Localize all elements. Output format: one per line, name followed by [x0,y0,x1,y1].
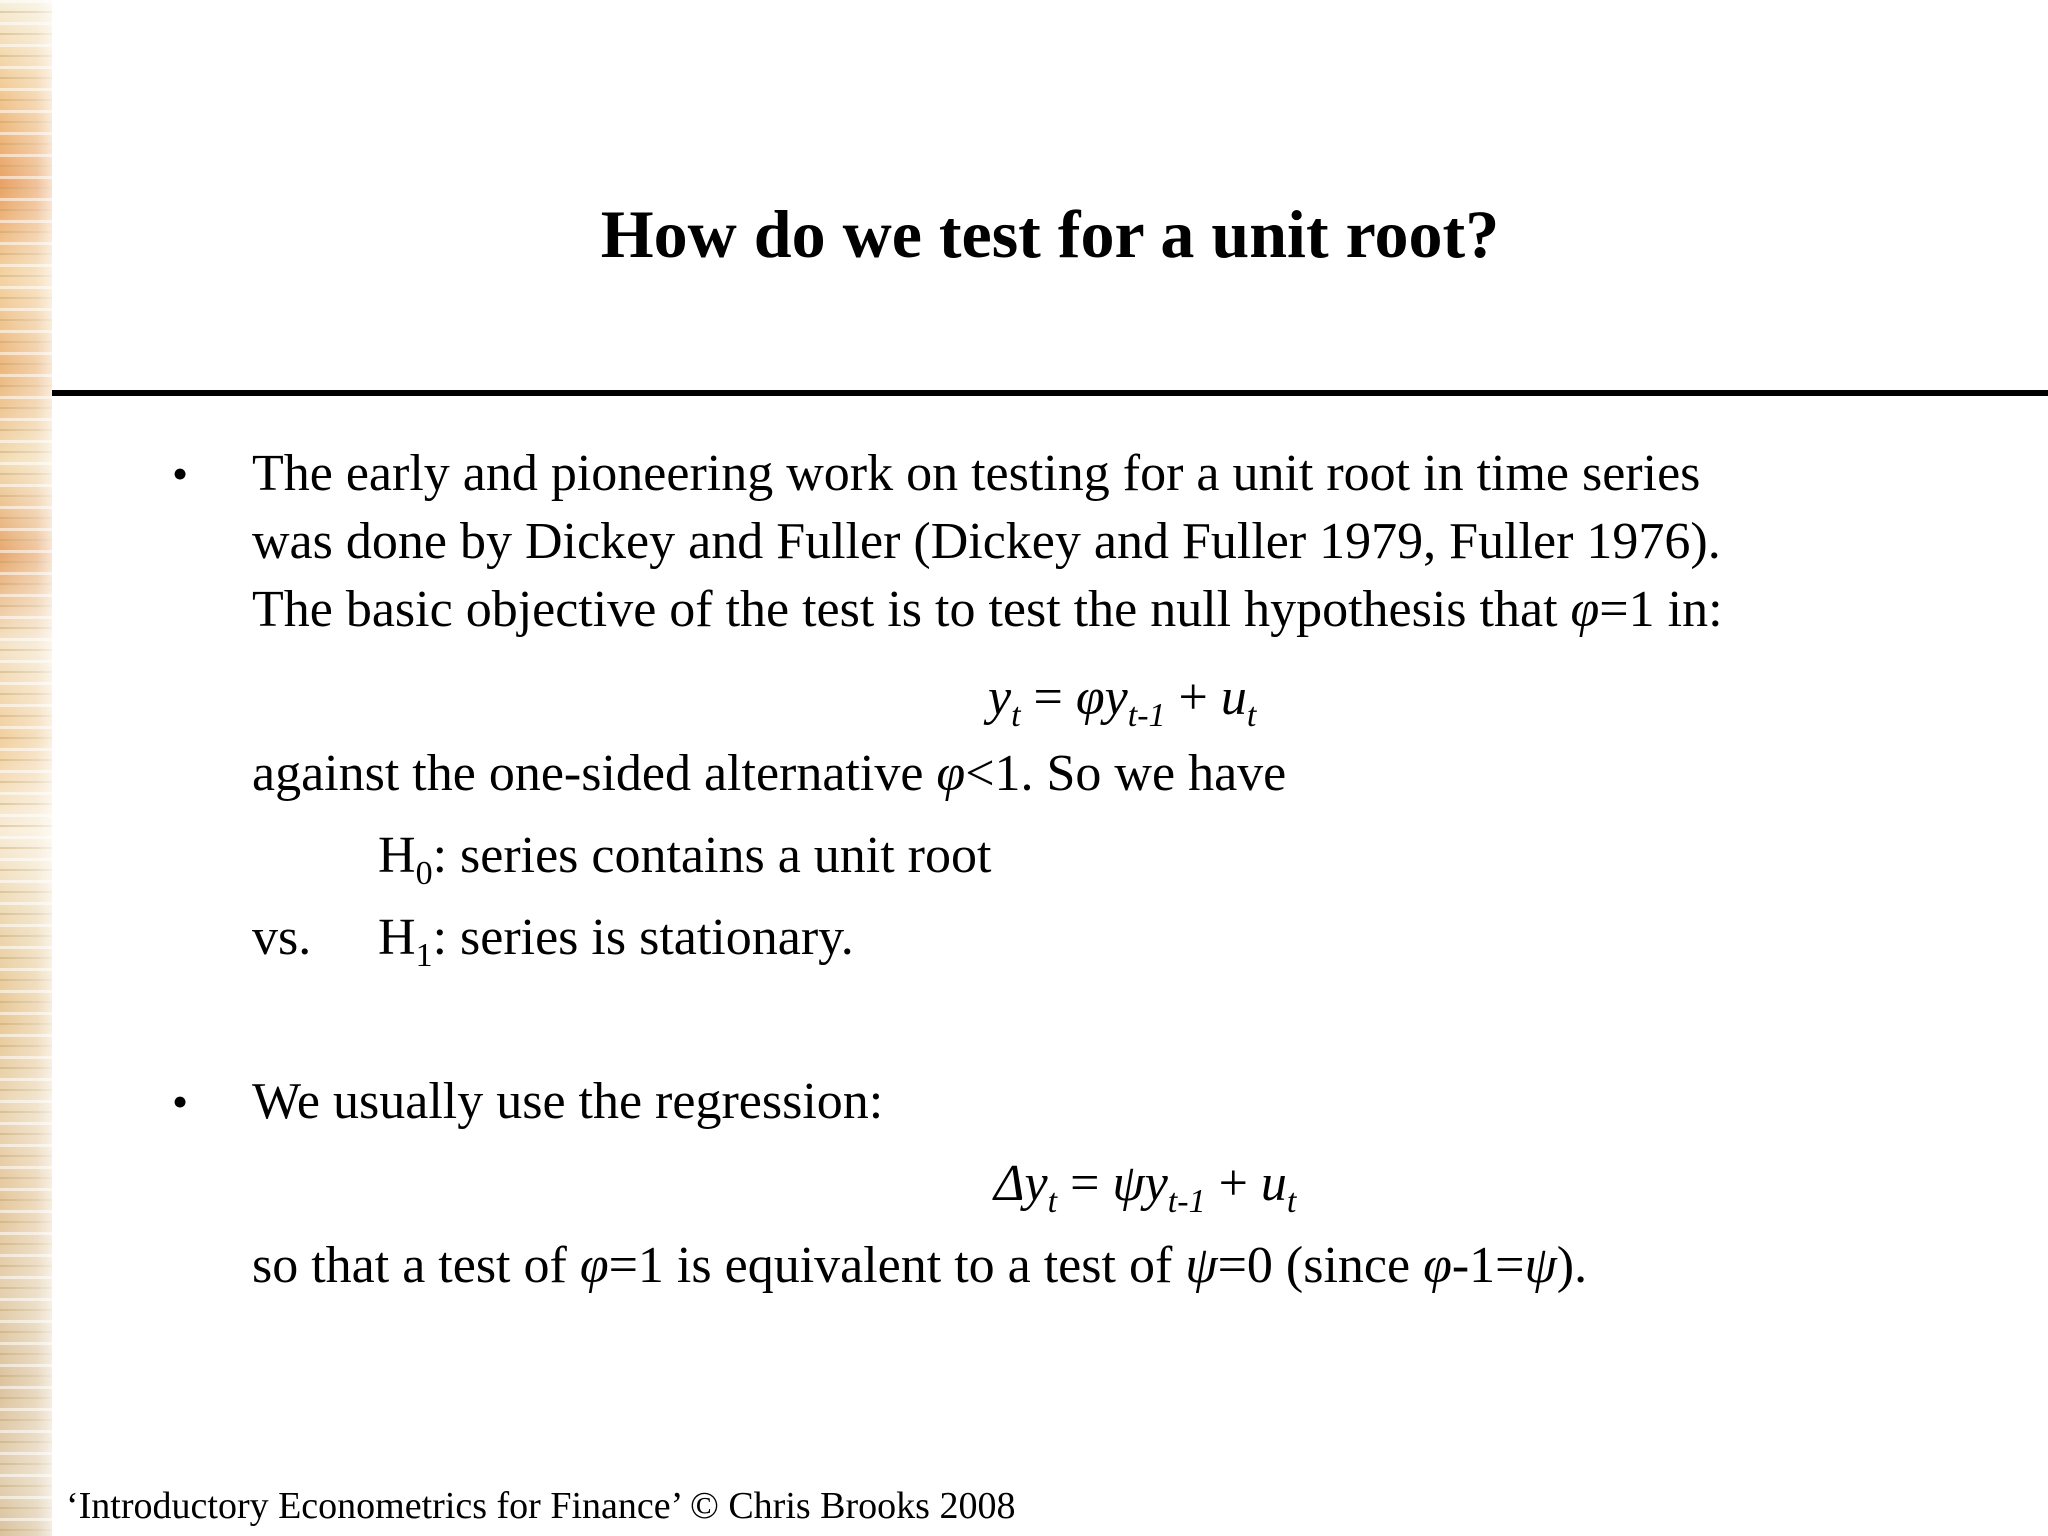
eq2-rhs-sub [1168,1183,1206,1220]
eq1-err-var: u [1220,669,1247,726]
h1-sub: 1 [415,937,433,974]
bullet2-line2-text-c: =0 (since [1217,1237,1424,1294]
ar1-equation [988,664,1256,732]
vs-label: vs. [252,909,312,966]
eq2-plus: + [1205,1155,1261,1212]
alternative-hypothesis [378,904,854,972]
null-hypothesis [378,822,991,890]
phi-symbol: φ [936,745,966,802]
psi-symbol: ψ [1524,1237,1557,1294]
slide-title: How do we test for a unit root? [600,196,1500,272]
eq2-rhs-sub-text: t-1 [1167,1183,1206,1220]
bullet1-line4-text: against the one-sided alternative [252,745,937,802]
h0-label: H [378,827,416,884]
phi-symbol: φ [1423,1237,1452,1294]
eq2-psi: ψ [1112,1155,1145,1212]
eq2-err-sub: t [1286,1183,1297,1220]
eq1-rhs-sub-text: t-1 [1127,697,1166,734]
bullet1-line2: was done by Dickey and Fuller (Dickey and Fuller 1979, Fuller 1976). [252,513,1721,570]
bullet1-line4 [252,740,1286,808]
bullet-marker-2: • [172,1076,189,1127]
bullet1-line3-end: =1 in: [1599,581,1723,638]
eq1-lhs-var: y [988,669,1012,726]
bullet1-line3 [252,576,1723,644]
eq1-plus: + [1165,669,1221,726]
eq1-lhs-sub: t [1011,697,1021,734]
eq2-equals: = [1057,1155,1113,1212]
bullet1-line1: The early and pioneering work on testing for a unit root in time series [252,445,1701,502]
bullet2-line2-text-e: ). [1556,1237,1588,1294]
decorative-side-strip [0,0,52,1536]
copyright-footer: ‘Introductory Econometrics for Finance’ © Chris Brooks 2008 [66,1485,1016,1527]
bullet2-line2-text-d: -1= [1451,1237,1525,1294]
eq2-lhs-sub: t [1047,1183,1058,1220]
eq2-lhs-var: y [1024,1155,1048,1212]
eq1-phi: φ [1075,669,1105,726]
eq1-rhs-var: y [1104,669,1128,726]
eq2-err-var: u [1260,1155,1287,1212]
h1-text: : series is stationary. [432,909,854,966]
bullet2-line2-text-b: =1 is equivalent to a test of [608,1237,1186,1294]
h0-sub: 0 [415,855,433,892]
title-divider [52,390,2048,396]
eq2-rhs-var: y [1144,1155,1168,1212]
bullet2-line2 [252,1232,1587,1300]
h1-label: H [378,909,416,966]
bullet1-line4-end: <1. So we have [965,745,1287,802]
h0-text: : series contains a unit root [432,827,992,884]
bullet-marker-1: • [172,448,189,499]
bullet2-line1: We usually use the regression: [252,1073,884,1130]
phi-symbol: φ [579,1237,609,1294]
eq1-err-sub: t [1246,697,1257,734]
eq1-rhs-sub [1128,697,1166,734]
bullet2-line2-text-a: so that a test of [252,1237,580,1294]
psi-symbol: ψ [1185,1237,1218,1294]
phi-symbol: φ [1570,581,1600,638]
eq2-delta: Δ [994,1155,1025,1212]
df-regression-equation [994,1150,1296,1218]
eq1-equals: = [1020,669,1076,726]
bullet1-line3-text: The basic objective of the test is to test the null hypothesis that [252,581,1571,638]
